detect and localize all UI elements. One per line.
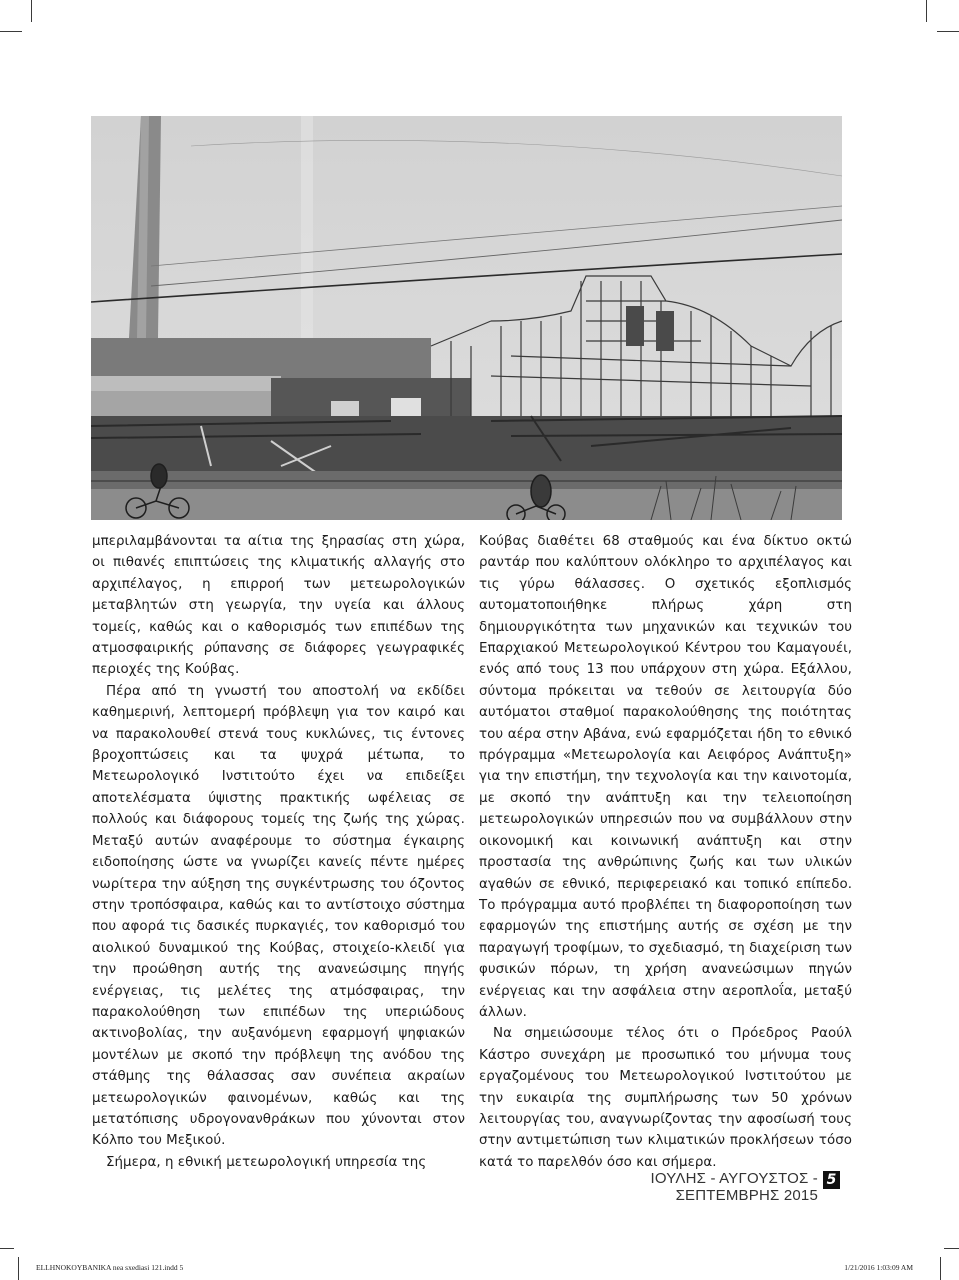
- crop-mark-top-right-h: [937, 31, 959, 32]
- article-column-left: [92, 531, 465, 1173]
- paragraph: Κούβας διαθέτει 68 σταθμούς και ένα δίκτυο οκτώ ραντάρ που καλύπτουν ολόκληρο το αρχιπέλαγος και τις γύρω θάλασσες. Ο σχετικός εξοπλισμός αυτοματοποιήθηκε πλήρως χάρη στη δημιουργικότητα των μηχανικών και τεχνικών του Επαρχιακού Μετεωρολογικού Κέντρου του Καμαγουέι, ενός από τους 13 που υπάρχουν στη χώρα. Εξάλλου, σύντομα πρόκειται να τεθούν σε λειτουργία δύο αυτόματοι σταθμοί παρακολούθησης της ποιότητας του αέρα στην Αβάνα, ενώ εφαρμόζεται ήδη το εθνικό πρόγραμμα «Μετεωρολογία και Αειφόρος Ανάπτυξη» για την επιστήμη, την τεχνολογία και την καινοτομία, με σκοπό την ανάπτυξη και την τελειοποίηση μετεωρολογικών υπηρεσιών που να συμβάλλουν στην οικονομική και κοινωνική ανάπτυξη και στην προστασία της ανθρώπινης ζωής και των υλικών αγαθών σε εθνικό, περιφερειακό και τοπικό επίπεδο. Το πρόγραμμα αυτό προβλέπει τη διαφοροποίηση των εφαρμογών της επιστήμης αυτής σε σχέση με την παραγωγή τροφίμων, το σχεδιασμό, τη διαχείριση των φυσικών πόρων, τη χρήση ανανεώσιμων πηγών ενέργειας και την ασφάλεια στην αεροπλοΐα, μεταξύ άλλων.: [479, 534, 852, 1020]
- page-number: 5: [823, 1171, 840, 1189]
- paragraph: μπεριλαμβάνονται τα αίτια της ξηρασίας στη χώρα, οι πιθανές επιπτώσεις της κλιματικής αλλαγής στο αρχιπέλαγος, η επιρροή των μετεωρολογικών μεταβλητών στη γεωργία, την υγεία και άλλους τομείς, καθώς και ο καθορισμός των επιπέδων της ατμοσφαιρικής ρύπανσης σε διάφορες γεωγραφικές περιοχές της Κούβας.: [92, 534, 465, 678]
- factory-ruins-illustration: [91, 116, 842, 520]
- article-photo: [91, 116, 842, 520]
- paragraph: Σήμερα, η εθνική μετεωρολογική υπηρεσία της: [106, 1154, 427, 1170]
- road: [91, 489, 842, 520]
- paragraph: Πέρα από τη γνωστή του αποστολή να εκδίδει καθημερινή, λεπτομερή πρόβλεψη για τον καιρό και να παρακολουθεί στενά τους κυκλώνες, τις έντονες βροχοπτώσεις και τα ψυχρά μέτωπα, το Μετεωρολογικό Ινστιτούτο έχει να επιδείξει αποτελέσματα ύψιστης πρακτικής ωφέλειας σε πολλούς και διάφορους τομείς της ζωής της χώρας. Μεταξύ αυτών αναφέρουμε το σύστημα έγκαιρης ειδοποίησης ώστε να γνωρίζει κανείς πέντε ημέρες νωρίτερα την αύξηση της συγκέντρωσης του όζοντος στην τροπόσφαιρα, καθώς και το αντίστοιχο σύστημα που αφορά τις δασικές πυρκαγιές, τον καθορισμό του αιολικού δυναμικού της Κούβας, στοιχείο-κλειδί για την προώθηση αυτής της ανανεώσιμης πηγής ενέργειας, τις μελέτες της ατμόσφαιρας, την παρακολούθηση των επιπέδων της υπεριώδους ακτινοβολίας, την αυξανόμενη εφαρμογή ψηφιακών μοντέλων με σκοπό την πρόβλεψη της ανόδου της στάθμης της θάλασσας σαν συνέπεια ακραίων μετεωρολογικών φαινομένων, καθώς και της μετατόπισης υδρογονανθράκων που χύνονται στον Κόλπο του Μεξικού.: [92, 683, 465, 1149]
- article-column-right: [479, 531, 852, 1173]
- crop-mark-top-left-h: [0, 31, 22, 32]
- crop-mark-bottom-left-h: [0, 1248, 14, 1249]
- slug-timestamp: 1/21/2016 1:03:09 AM: [844, 1263, 913, 1272]
- crop-mark-bottom-right-v: [940, 1257, 941, 1280]
- slug-filename: ELLHNOKOYBANIKA nea sxediasi 121.indd 5: [36, 1263, 184, 1272]
- crop-mark-bottom-right-h: [944, 1248, 959, 1249]
- crop-mark-top-right-v: [926, 0, 927, 22]
- factory-roof: [91, 338, 431, 378]
- issue-date: ΙΟΥΛΗΣ - ΑΥΓΟΥΣΤΟΣ - ΣΕΠΤΕΜΒΡΗΣ 2015: [650, 1170, 818, 1204]
- crop-mark-top-left-v: [31, 0, 32, 22]
- paragraph: Να σημειώσουμε τέλος ότι ο Πρόεδρος Ραούλ Κάστρο συνεχάρη με προσωπικό του μήνυμα τους εργαζομένους του Μετεωρολογικού Ινστιτούτου με την ευκαιρία της συμπλήρωσης των 50 χρόνων λειτουργίας του, αναγνωρίζοντας την αφοσίωσή τους στην αντιμετώπιση των κλιματικών προκλήσεων τόσο κατά το παρελθόν όσο και σήμερα.: [479, 1026, 852, 1170]
- crop-mark-bottom-left-v: [18, 1257, 19, 1280]
